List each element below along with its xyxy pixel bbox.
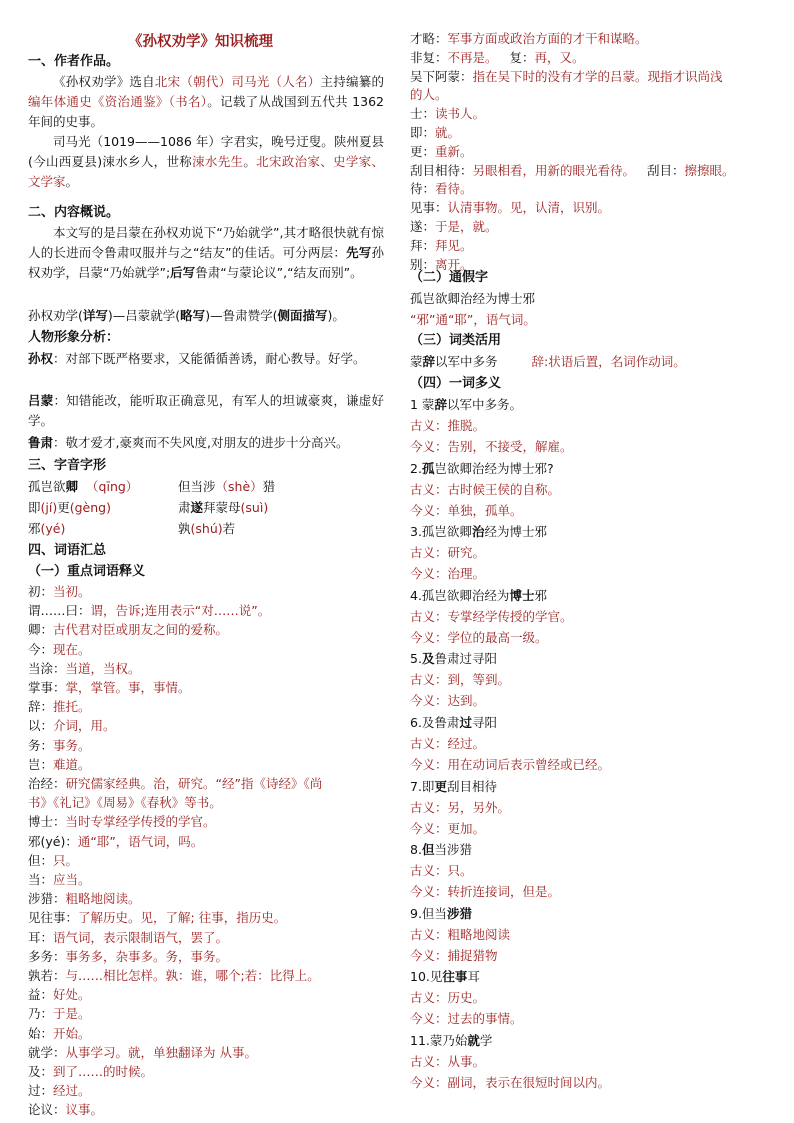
- term: 但：: [28, 852, 54, 868]
- text: 4.孤岂欲卿治经为: [410, 587, 510, 603]
- bold-text: 先写: [346, 245, 372, 260]
- section-heading-vocab: 四、词语汇总: [28, 543, 107, 558]
- ancient-meaning: 古义：专掌经学传授的学官。: [410, 608, 573, 624]
- ancient-meaning: 古义：研究。: [410, 545, 486, 561]
- subsection-polysemy: （四）一词多义: [410, 376, 502, 391]
- term: 博士：: [28, 814, 66, 830]
- character-lusu: [28, 433, 384, 453]
- term: 及：: [28, 1064, 54, 1079]
- text: 3.孤岂欲卿: [410, 524, 472, 540]
- definition-row: [410, 123, 460, 143]
- meaning: 重新。: [435, 143, 473, 159]
- target-word: 涉猎: [446, 905, 472, 921]
- ancient-meaning: 古义：从事。: [410, 1054, 486, 1069]
- target-word: 但: [421, 842, 435, 858]
- definition-row: [28, 697, 91, 717]
- book-name: 编年体通史《资治通鉴》（书名）: [28, 94, 208, 109]
- ancient-meaning: 古义：粗略地阅读: [410, 926, 511, 942]
- meaning: 的人。: [410, 87, 448, 103]
- meaning: 书》《礼记》《周易》《春秋》等书。: [28, 795, 222, 811]
- meaning: 了解历史。见，了解; 往事，指历史。: [78, 910, 287, 926]
- term: 务：: [28, 737, 54, 753]
- author-paragraph-1: [28, 72, 384, 132]
- meaning: 离开。: [435, 256, 473, 272]
- text: 邪: [534, 587, 547, 603]
- text: 8.: [410, 842, 422, 858]
- meaning: 好处。: [53, 987, 91, 1003]
- bold-text: 侧面描写: [277, 308, 328, 323]
- modern-meaning: 今义：学位的最高一级。: [410, 629, 548, 645]
- text: 鲁肃过寻阳: [434, 651, 497, 667]
- definition-row: [410, 85, 448, 105]
- term: 待：: [410, 181, 436, 197]
- text: 5.: [410, 651, 422, 667]
- term: 拜：: [410, 237, 436, 253]
- definition-row: [410, 67, 723, 87]
- definition-row: [28, 889, 141, 909]
- polysemy-sentence: [410, 967, 480, 987]
- ancient-meaning: 古义：经过。: [410, 736, 486, 751]
- subsection-word-class: （三）词类活用: [410, 333, 502, 348]
- summary-paragraph: [28, 223, 384, 283]
- term: 论议：: [28, 1102, 66, 1118]
- char-name: 鲁肃: [28, 435, 54, 450]
- text: ：敬才爱才,豪爽而不失风度,对朋友的进步十分高兴。: [53, 435, 349, 450]
- definition-row: [28, 736, 91, 756]
- target-char: 涉: [203, 479, 216, 494]
- page-title: 《孙权劝学》知识梳理: [128, 34, 273, 50]
- term: 孰若：: [28, 968, 66, 983]
- meaning: 介词，用。: [53, 718, 116, 734]
- term: 当涂：: [28, 660, 66, 676]
- text: 司马光（1019——1086 年）字君实，晚号迂叟。陕州夏县(今山西夏县)涑水乡人，世称: [28, 134, 384, 169]
- term: 初：: [28, 584, 54, 599]
- text: 11.蒙乃始: [410, 1033, 468, 1048]
- text: 6.及鲁肃: [410, 715, 460, 730]
- subsection-tongjiazi: （二）通假字: [410, 270, 489, 285]
- definition-row: [28, 755, 91, 775]
- text: 蒙: [410, 354, 423, 369]
- target-word: 就: [467, 1033, 480, 1048]
- target-char: 卿: [65, 479, 79, 494]
- modern-meaning: 今义：达到。: [410, 693, 486, 709]
- term: 始：: [28, 1025, 54, 1041]
- text: 9.但当: [410, 905, 447, 921]
- meaning: 难道。: [53, 756, 91, 772]
- dynasty: 北宋（朝代）: [154, 74, 232, 89]
- character-lvmeng: [28, 391, 384, 431]
- term: 吴下阿蒙：: [410, 68, 473, 84]
- definition-row: [28, 928, 228, 948]
- text: 以军中多务。: [446, 397, 522, 412]
- definition-row: [28, 793, 222, 813]
- text: 鲁肃“与蒙论议”,“结友而别”。: [195, 265, 363, 280]
- pinyin: (jí): [40, 500, 58, 515]
- term: 乃：: [28, 1006, 54, 1022]
- target-word: 更: [434, 778, 447, 794]
- text: 主持编纂的: [320, 74, 384, 89]
- char-name: 孙权: [28, 351, 54, 366]
- pinyin: （qīng）: [86, 479, 139, 494]
- bold-text: 详写: [82, 308, 108, 323]
- text: 寻阳: [471, 715, 497, 730]
- meaning: 只。: [53, 852, 79, 868]
- meaning: 指在吴下时的没有才学的吕蒙。现指才识尚浅: [472, 68, 723, 84]
- modern-meaning: 今义：告别，不接受，解雇。: [410, 439, 573, 454]
- definition-row: [28, 620, 228, 640]
- char-name: 吕蒙: [28, 393, 54, 408]
- text: ：知错能改，能听取正确意见，有军人的坦诚豪爽，谦虚好学。: [28, 393, 384, 428]
- modern-meaning: 今义：用在动词后表示曾经或已经。: [410, 757, 611, 772]
- polysemy-sentence: [410, 1031, 492, 1051]
- text: 若: [222, 521, 236, 536]
- meaning: 不再是。: [447, 49, 498, 65]
- pinyin: （shè）: [215, 479, 263, 494]
- text: 《孙权劝学》选自: [53, 74, 155, 89]
- definition-row: [28, 716, 116, 736]
- term: 见往事：: [28, 910, 79, 926]
- polysemy-sentence: [410, 586, 547, 606]
- pron-item: [28, 477, 138, 497]
- definition-row: [28, 1004, 91, 1024]
- term: 非复：: [410, 49, 448, 65]
- meaning: 到了……的时候。: [53, 1064, 154, 1079]
- target-word: 辞: [434, 397, 447, 412]
- pron-item: [178, 498, 268, 518]
- text: 肃: [178, 500, 191, 515]
- tongjiazi-sentence: 孤岂欲卿治经为博士邪: [410, 291, 536, 306]
- term: 士：: [410, 106, 436, 122]
- text: ：对部下既严格要求，又能循循善诱，耐心教导。好学。: [53, 351, 366, 366]
- term: 刮目：: [647, 162, 685, 178]
- definition-row: [28, 774, 322, 794]
- meaning: 当道，当权。: [65, 660, 141, 676]
- polysemy-sentence: [410, 459, 554, 479]
- pron-item: [28, 519, 65, 539]
- section-heading-author: 一、作者作品。: [28, 54, 120, 69]
- modern-meaning: 今义：过去的事情。: [410, 1011, 523, 1027]
- ancient-meaning: 古义：只。: [410, 863, 473, 879]
- term: 卿：: [28, 622, 54, 638]
- definition-row: [28, 832, 203, 852]
- text: 以军中多务: [435, 354, 498, 369]
- meaning: 研究儒家经典。治，研究。“经”指《诗经》《尚: [65, 776, 323, 791]
- meaning: 擦擦眼。: [684, 162, 735, 178]
- target-word: 孤: [421, 460, 435, 476]
- meaning: 读书人。: [435, 106, 486, 122]
- target-char: 邪: [28, 521, 41, 536]
- definition-row: [28, 582, 91, 602]
- text: 经为博士邪: [484, 524, 547, 540]
- polysemy-sentence: [410, 840, 472, 860]
- term: 遂：: [410, 219, 436, 234]
- text: 。记载了从战国到五代共 1362 年间的史事。: [28, 94, 384, 129]
- text: 孙权劝学(: [28, 308, 83, 323]
- word-class-explanation: 辞:状语后置，名词作动词。: [531, 354, 686, 369]
- term: 当：: [28, 872, 54, 887]
- target-char: 更: [57, 500, 70, 515]
- modern-meaning: 今义：更加。: [410, 820, 486, 836]
- meaning: 现在。: [53, 641, 91, 657]
- meaning: 于是。: [53, 1006, 91, 1022]
- definition-row: [28, 678, 191, 698]
- bold-text: 略写: [180, 308, 206, 323]
- definition-row: [28, 1024, 91, 1044]
- ancient-meaning: 古义：推脱。: [410, 418, 486, 433]
- term: 过：: [28, 1083, 54, 1099]
- term: 以：: [28, 718, 54, 734]
- person: 司马光（人名）: [231, 74, 321, 89]
- character-sunquan: [28, 349, 384, 369]
- text: 本文写的是吕蒙在孙权劝说下“乃始就学”,其才略很快就有惊人的长进而令鲁肃叹服并与之“结友”的佳话。可分两层：: [28, 225, 384, 260]
- definition-row: [28, 659, 141, 679]
- term: 掌事：: [28, 680, 66, 695]
- definition-row: [410, 48, 585, 68]
- polysemy-sentence: [410, 904, 472, 924]
- meaning: 另眼相看，用新的眼光看待。: [472, 162, 636, 178]
- term: 才略：: [410, 31, 448, 46]
- term: 耳：: [28, 929, 54, 945]
- definition-row: [410, 142, 473, 162]
- text: 耳: [467, 969, 480, 985]
- meaning: 经过。: [53, 1083, 91, 1099]
- text: 岂欲卿治经为博士邪?: [434, 460, 554, 476]
- meaning: 掌，掌管。事，事情。: [65, 680, 191, 695]
- term: 多务：: [28, 948, 66, 964]
- modern-meaning: 今义：治理。: [410, 566, 486, 582]
- term: 今：: [28, 641, 54, 657]
- term: 涉猎：: [28, 891, 66, 907]
- text: 1 蒙: [410, 397, 435, 412]
- definition-row: [28, 1043, 257, 1063]
- meaning: 认清事物。见，认清，识别。: [447, 200, 611, 216]
- text: 2.: [410, 460, 422, 476]
- bold-text: 后写: [170, 265, 196, 280]
- term: 岂：: [28, 756, 54, 772]
- meaning: 事务多，杂事多。务，事务。: [65, 948, 229, 964]
- definition-row: [28, 812, 216, 832]
- meaning: 看待。: [435, 181, 473, 197]
- definition-row: [28, 1062, 153, 1082]
- meaning: 古代君对臣或朋友之间的爱称。: [53, 622, 229, 638]
- polysemy-sentence: [410, 777, 497, 797]
- target-word: 过: [459, 715, 472, 730]
- polysemy-sentence: [410, 522, 547, 542]
- text: )—鲁肃赞学(: [205, 308, 278, 323]
- definition-row: [410, 104, 485, 124]
- target-char: 遂: [190, 500, 204, 515]
- meaning: 就。: [435, 125, 461, 140]
- text: )。: [327, 308, 345, 323]
- tongjiazi-explanation: “邪”通“耶”，语气词。: [410, 312, 536, 327]
- structure-line: [28, 306, 345, 326]
- meaning: 谓，告诉;连用表示“对……说”。: [90, 603, 271, 619]
- character-analysis-heading: 人物形象分析：: [28, 330, 120, 345]
- target-word: 治: [471, 524, 485, 540]
- target-word: 及: [421, 651, 435, 667]
- text: 当涉猎: [434, 842, 472, 858]
- definition-row: [28, 908, 286, 928]
- pron-item: [178, 519, 235, 539]
- ancient-meaning: 古义：另，另外。: [410, 799, 511, 815]
- definition-row: [28, 966, 320, 986]
- definition-row: [410, 217, 498, 237]
- meaning: 开始。: [53, 1025, 91, 1041]
- term: 复：: [509, 49, 535, 65]
- definition-row: [28, 1100, 103, 1120]
- meaning: 通“耶”，语气词，吗。: [77, 833, 204, 849]
- meaning: 事务。: [53, 737, 91, 753]
- pinyin: (gèng): [69, 500, 111, 515]
- text: 猎: [262, 479, 276, 494]
- section-heading-pronunciation: 三、字音字形: [28, 458, 107, 473]
- meaning: 与……相比怎样。孰：谁，哪个;若：比得上。: [65, 968, 320, 983]
- term: 见事：: [410, 200, 448, 216]
- definition-row: [410, 236, 473, 256]
- pinyin: (shú): [190, 521, 223, 536]
- term: 治经：: [28, 776, 66, 791]
- title-name: 涑水先生: [192, 154, 244, 169]
- pron-item: [178, 477, 275, 497]
- meaning: 军事方面或政治方面的才干和谋略。: [447, 31, 648, 46]
- target-char: 即: [28, 500, 41, 515]
- pinyin: (suì): [240, 500, 269, 515]
- ancient-meaning: 古义：历史。: [410, 990, 486, 1006]
- meaning: 粗略地阅读。: [65, 891, 141, 907]
- pinyin: (yé): [40, 521, 66, 536]
- modern-meaning: 今义：单独，孤单。: [410, 502, 523, 518]
- term: 就学：: [28, 1044, 66, 1060]
- definition-row: [28, 851, 78, 871]
- meaning: 于是，就。: [435, 219, 498, 234]
- polysemy-sentence: [410, 395, 522, 415]
- text: 。: [243, 154, 257, 169]
- term: 益：: [28, 987, 54, 1003]
- target-word: 博士: [509, 587, 535, 603]
- definition-row: [28, 985, 91, 1005]
- text: 学: [479, 1033, 493, 1048]
- definition-row: [28, 1081, 91, 1101]
- target-char: 孰: [178, 521, 191, 536]
- text: 孙权劝学，吕蒙“乃始就学”;: [28, 245, 384, 280]
- definition-row: [28, 870, 91, 890]
- polysemy-sentence: [410, 649, 497, 669]
- modern-meaning: 今义：副词，表示在很短时间以内。: [410, 1075, 611, 1090]
- definition-row: [410, 161, 735, 181]
- meaning: 语气词，表示限制语气，罢了。: [53, 929, 229, 945]
- term: 即：: [410, 125, 436, 140]
- ancient-meaning: 古义：古时候王侯的自称。: [410, 481, 561, 497]
- definition-row: [28, 640, 91, 660]
- polysemy-sentence: [410, 713, 497, 733]
- meaning: 应当。: [53, 872, 91, 887]
- meaning: 推托。: [53, 699, 91, 715]
- term: 谓……曰：: [28, 603, 91, 619]
- term: 辞：: [28, 699, 54, 715]
- definition-row: [410, 29, 648, 49]
- text: 。: [65, 174, 79, 189]
- modern-meaning: 今义：转折连接词，但是。: [410, 884, 561, 900]
- subsection-key-words: （一）重点词语释义: [28, 564, 146, 579]
- target-word: 往事: [442, 969, 468, 985]
- definition-row: [28, 947, 228, 967]
- term: 更：: [410, 143, 436, 159]
- author-paragraph-2: [28, 132, 384, 192]
- meaning: 再，又。: [534, 49, 585, 65]
- term: 别：: [410, 256, 436, 272]
- text: 孤岂欲: [28, 479, 66, 494]
- text: 10.见: [410, 969, 443, 985]
- text: )—吕蒙就学(: [107, 308, 181, 323]
- meaning: 从事学习。就，单独翻译为 从事。: [65, 1044, 257, 1060]
- meaning: 当时专掌经学传授的学官。: [65, 814, 216, 830]
- target-char: 辞: [422, 354, 436, 369]
- term: 刮目相待：: [410, 162, 473, 178]
- word-class-sentence: [410, 352, 686, 372]
- modern-meaning: 今义：捕捉猎物: [410, 947, 498, 963]
- section-heading-summary: 二、内容概说。: [28, 205, 120, 220]
- roles: 北宋政治家、史学家、文学家: [28, 154, 384, 189]
- text: 但当: [178, 479, 204, 494]
- pron-item: [28, 498, 111, 518]
- definition-row: [410, 198, 610, 218]
- meaning: 拜见。: [435, 237, 473, 253]
- meaning: 议事。: [65, 1102, 104, 1118]
- definition-row: [28, 601, 270, 621]
- text: 7.即: [410, 778, 435, 794]
- meaning: 当初。: [53, 584, 91, 599]
- text: 刮目相待: [446, 778, 497, 794]
- term: 邪(yé)：: [28, 833, 78, 849]
- text: 拜蒙母: [203, 500, 241, 515]
- definition-row: [410, 179, 473, 199]
- ancient-meaning: 古义：到，等到。: [410, 672, 511, 688]
